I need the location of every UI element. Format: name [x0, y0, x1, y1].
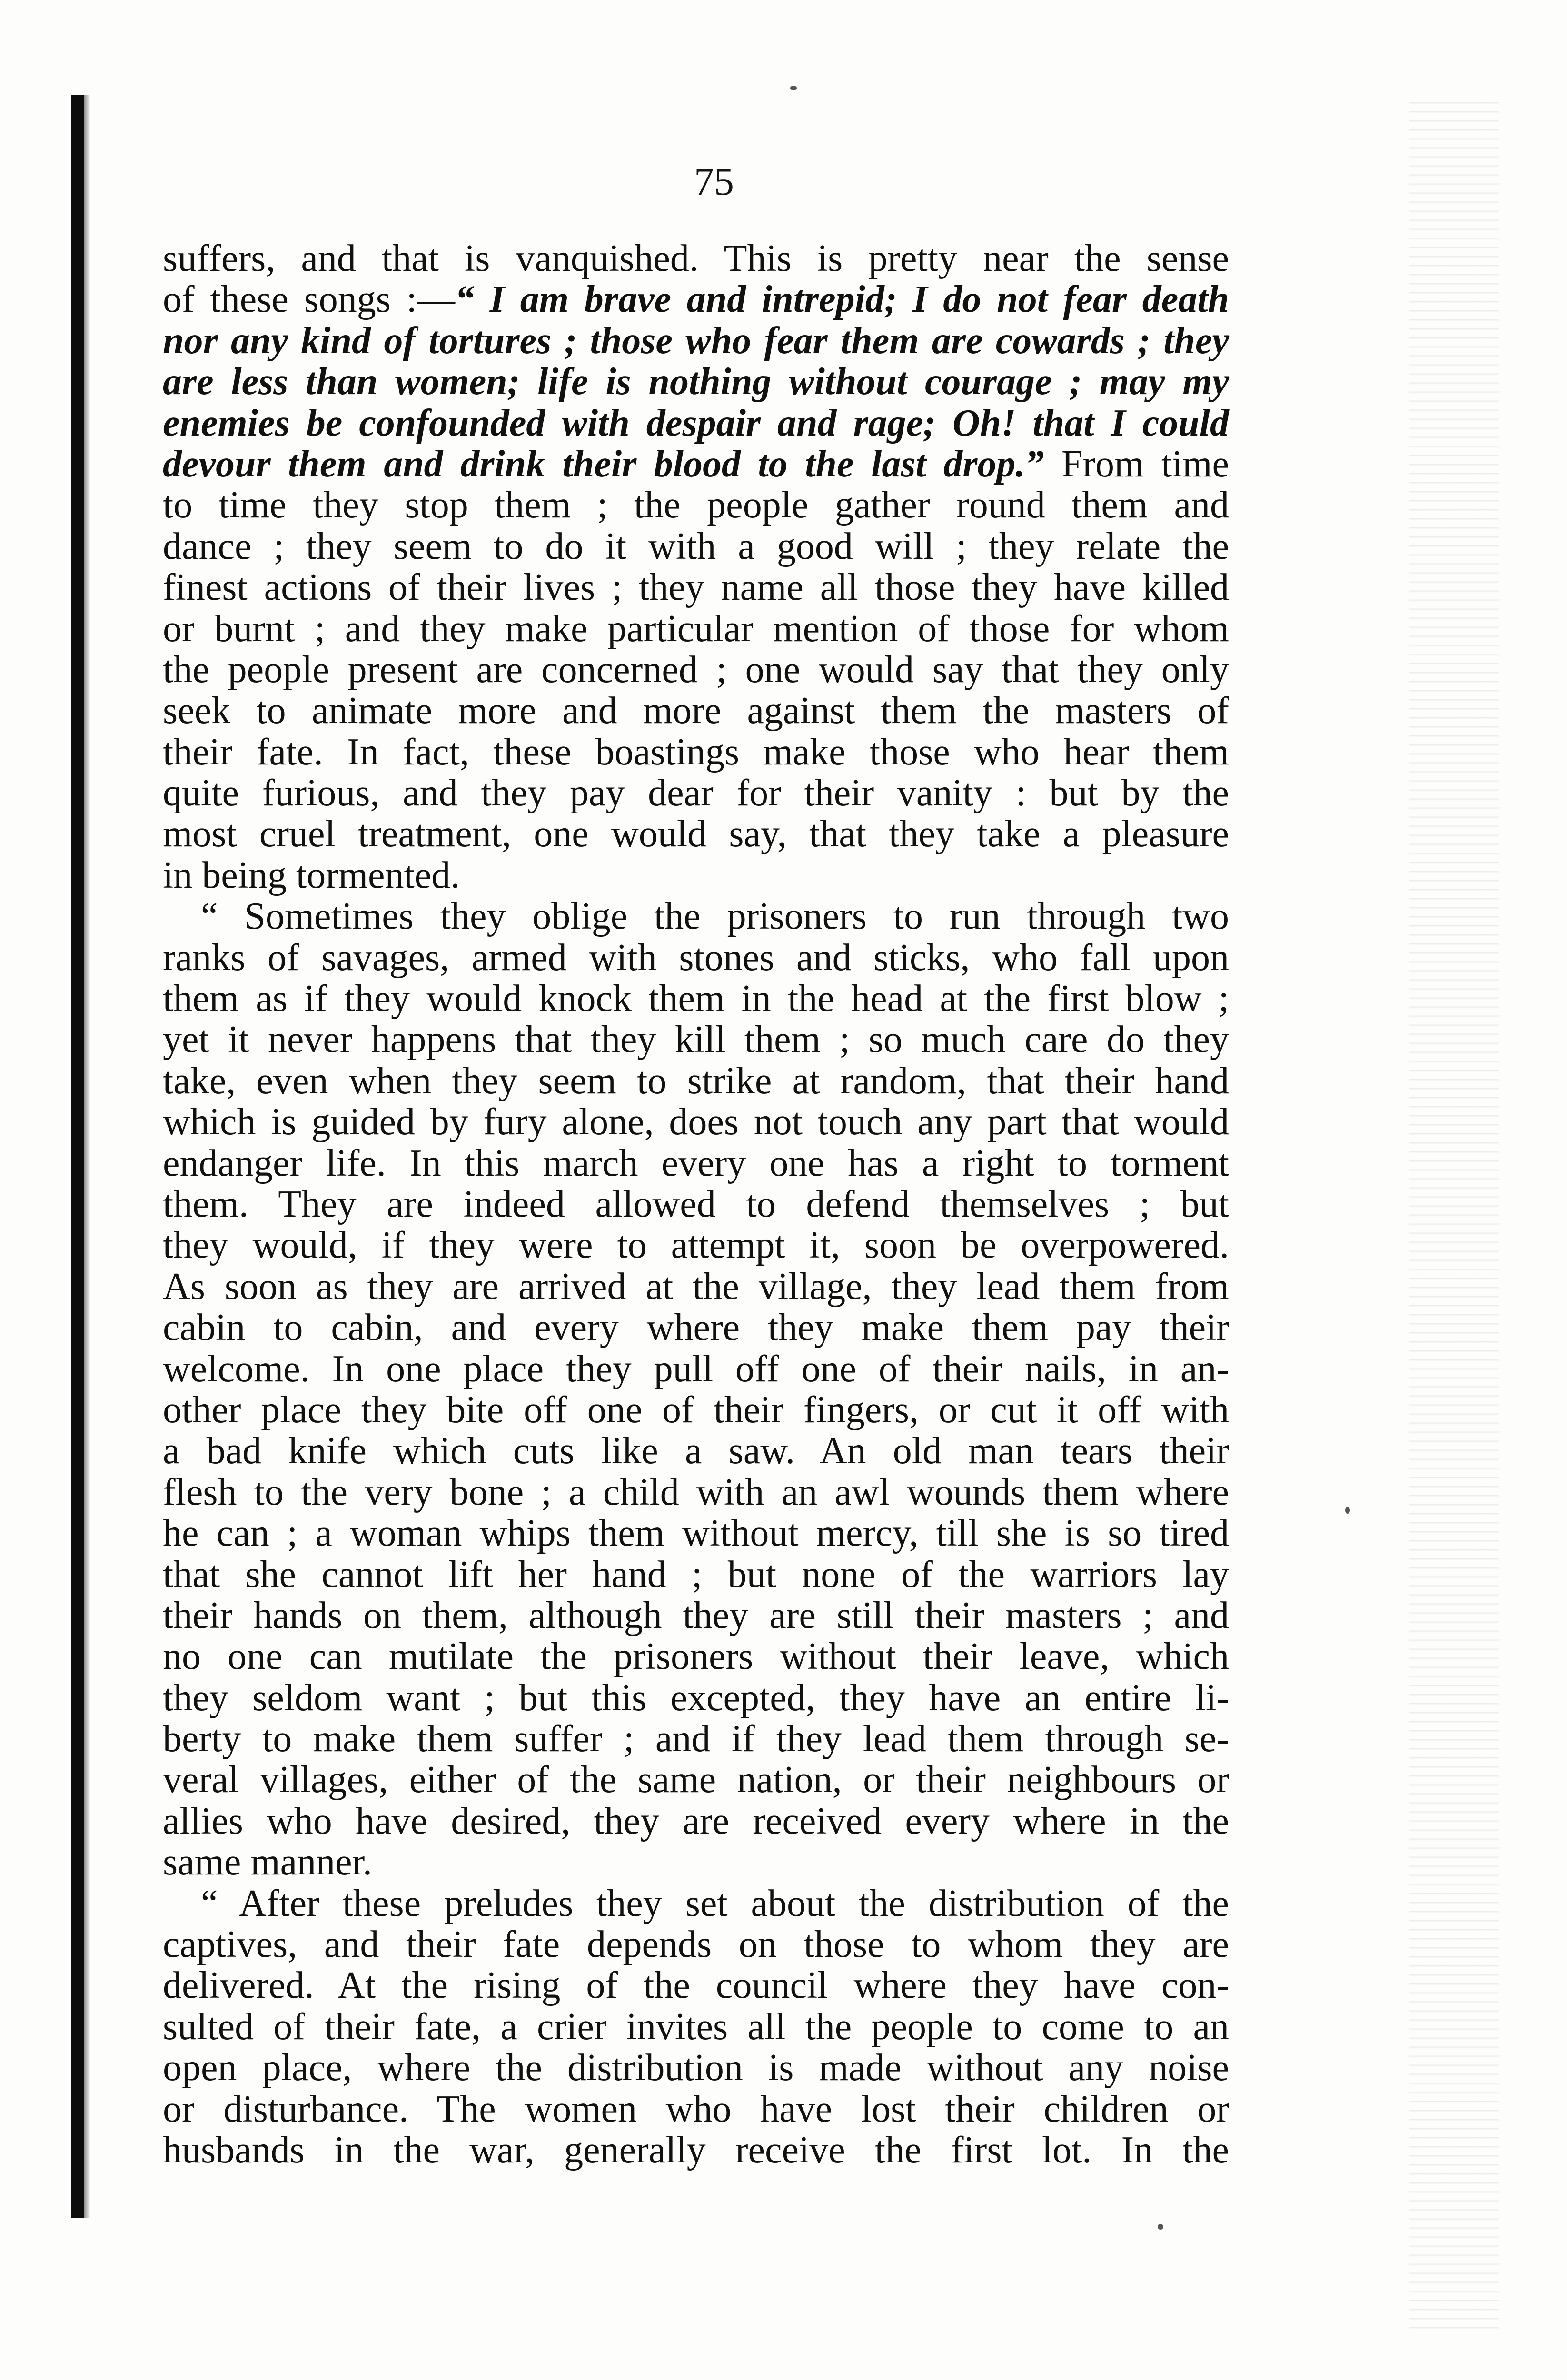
text-line: seek to animate more and more against them the masters of — [163, 690, 1229, 732]
text-line: suffers, and that is vanquished. This is pretty near the sense — [163, 238, 1229, 279]
paragraph-start-line: “ Sometimes they oblige the prisoners to run through two — [201, 895, 1229, 938]
song-quote-span: “ I am brave and intrepid; I do not fear death — [455, 278, 1230, 321]
binding-edge — [71, 95, 84, 2218]
text-line: finest actions of their lives ; they name all those they have killed — [163, 566, 1229, 609]
page-edge-texture — [1409, 95, 1499, 2332]
text-line-mixed — [163, 444, 1229, 485]
text-span: From time — [1044, 443, 1230, 485]
text-line: a bad knife which cuts like a saw. An old man tears their — [163, 1430, 1229, 1472]
song-quote-span: devour them and drink their blood to the last drop.” — [163, 443, 1044, 485]
text-line: their fate. In fact, these boastings make those who hear them — [163, 731, 1229, 773]
text-line-mixed — [163, 279, 1229, 320]
text-line: endanger life. In this march every one has a right to torment — [163, 1142, 1229, 1184]
body-text — [163, 238, 1229, 2171]
text-line: cabin to cabin, and every where they make them pay their — [163, 1307, 1229, 1349]
text-line: which is guided by fury alone, does not touch any part that would — [163, 1101, 1229, 1143]
text-line: flesh to the very bone ; a child with an awl wounds them where — [163, 1471, 1229, 1513]
ink-speck — [1345, 1507, 1350, 1514]
text-line: other place they bite off one of their fingers, or cut it off with — [163, 1388, 1229, 1431]
song-quote-line: nor any kind of tortures ; those who fear them are cowards ; they — [163, 319, 1229, 362]
paragraph-start-line: “ After these preludes they set about the distribution of the — [201, 1882, 1229, 1924]
text-line: berty to make them suffer ; and if they lead them through se- — [163, 1718, 1229, 1760]
text-line: the people present are concerned ; one would say that they only — [163, 648, 1229, 691]
text-line: quite furious, and they pay dear for their vanity : but by the — [163, 772, 1229, 814]
text-line: that she cannot lift her hand ; but none of the warriors lay — [163, 1553, 1229, 1596]
text-line: to time they stop them ; the people gather round them and — [163, 484, 1229, 526]
text-line: sulted of their fate, a crier invites all the people to come to an — [163, 2005, 1229, 2048]
text-line: As soon as they are arrived at the village, they lead them from — [163, 1265, 1229, 1308]
text-line: veral villages, either of the same nation, or their neighbours or — [163, 1759, 1229, 1801]
text-line: they seldom want ; but this excepted, they have an entire li- — [163, 1676, 1229, 1719]
text-line: take, even when they seem to strike at random, that their hand — [163, 1060, 1229, 1102]
text-line: them. They are indeed allowed to defend themselves ; but — [163, 1183, 1229, 1225]
song-quote-line: are less than women; life is nothing without courage ; may my — [163, 361, 1229, 403]
text-line: no one can mutilate the prisoners without their leave, which — [163, 1636, 1229, 1678]
text-line: yet it never happens that they kill them ; so much care do they — [163, 1019, 1229, 1061]
text-line: delivered. At the rising of the council where they have con- — [163, 1964, 1229, 2007]
text-line: same manner. — [163, 1841, 372, 1884]
ink-speck — [1158, 2224, 1163, 2230]
ink-speck — [790, 86, 797, 90]
text-line: open place, where the distribution is made without any noise — [163, 2047, 1229, 2089]
text-line: captives, and their fate depends on those to whom they are — [163, 1924, 1229, 1966]
text-line: or burnt ; and they make particular mention of those for whom — [163, 607, 1229, 650]
text-line: them as if they would knock them in the head at the first blow ; — [163, 978, 1229, 1020]
text-line: allies who have desired, they are received every where in the — [163, 1800, 1229, 1842]
song-quote-line: enemies be confounded with despair and rage; Oh! that I could — [163, 402, 1229, 444]
page-number: 75 — [694, 159, 734, 204]
text-line: ranks of savages, armed with stones and sticks, who fall upon — [163, 936, 1229, 979]
text-span: of these songs :— — [163, 278, 455, 321]
text-line: their hands on them, although they are still their masters ; and — [163, 1594, 1229, 1636]
text-line: or disturbance. The women who have lost their children or — [163, 2088, 1229, 2130]
text-line: dance ; they seem to do it with a good will ; they relate the — [163, 525, 1229, 567]
binding-shadow — [84, 95, 90, 2218]
text-line: most cruel treatment, one would say, that they take a pleasure — [163, 813, 1229, 855]
text-line: in being tormented. — [163, 854, 460, 896]
text-line: welcome. In one place they pull off one of their nails, in an- — [163, 1348, 1229, 1390]
text-line: he can ; a woman whips them without mercy, till she is so tired — [163, 1512, 1229, 1555]
text-line: they would, if they were to attempt it, soon be overpowered. — [163, 1224, 1229, 1267]
text-line: husbands in the war, generally receive the first lot. In the — [163, 2129, 1229, 2171]
